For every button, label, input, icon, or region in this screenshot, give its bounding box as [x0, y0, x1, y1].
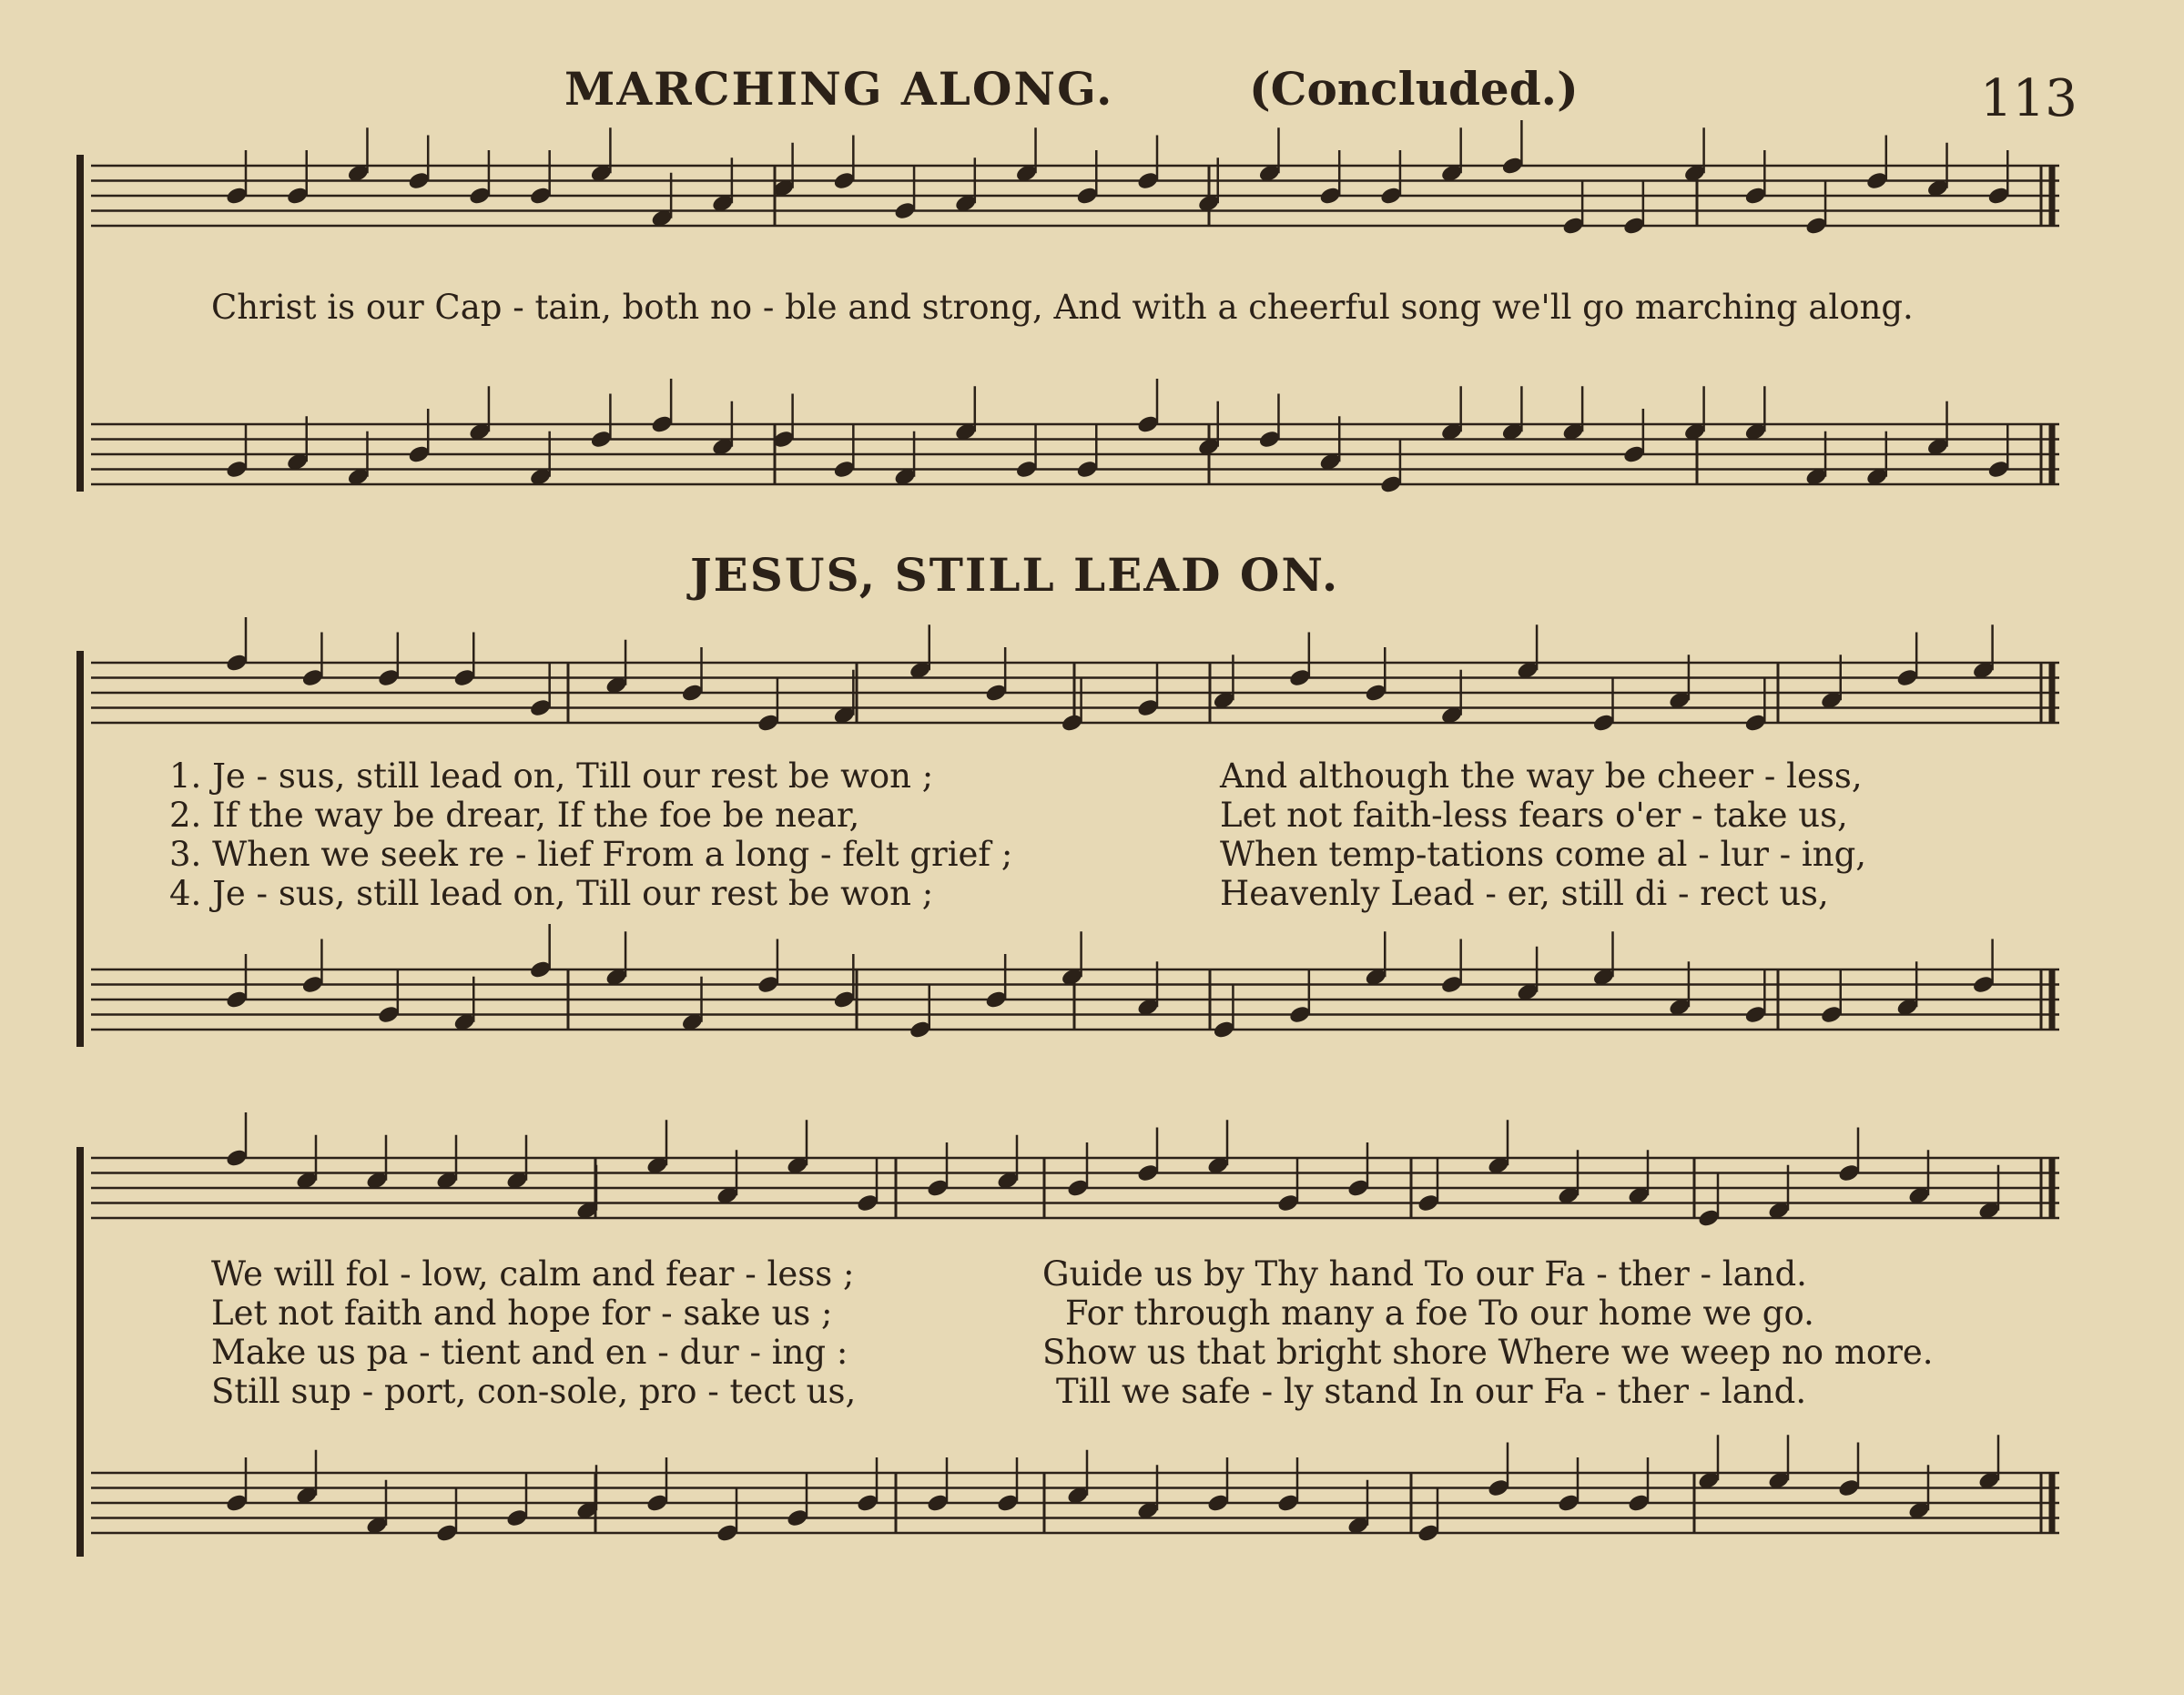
verse-4-part-d: Till we safe - ly stand In our Fa - ther - land. [1056, 1372, 1807, 1411]
song-title-jesus-still-lead-on: JESUS, STILL LEAD ON. [690, 548, 1340, 602]
verse-1-part-d: Guide us by Thy hand To our Fa - ther - land. [1042, 1254, 1807, 1294]
song-title-marching-along: MARCHING ALONG. [564, 62, 1114, 116]
verse-2-part-a: 2. If the way be drear, If the foe be near, [169, 796, 860, 835]
song-subtitle-concluded: (Concluded.) [1249, 62, 1579, 116]
verse-3-part-d: Show us that bright shore Where we weep no more. [1042, 1333, 1934, 1372]
verse-4-part-a: 4. Je - sus, still lead on, Till our rest be won ; [169, 874, 934, 913]
verse-4-part-b: Heavenly Lead - er, still di - rect us, [1220, 874, 1829, 913]
verse-3-part-b: When temp-tations come al - lur - ing, [1220, 835, 1867, 874]
lyric-line-marching-along: Christ is our Cap - tain, both no - ble and strong, And with a cheerful song we'll go marching along. [211, 288, 1914, 327]
verse-1-part-b: And although the way be cheer - less, [1220, 756, 1863, 796]
verse-2-part-c: Let not faith and hope for - sake us ; [211, 1294, 833, 1333]
verse-1-part-c: We will fol - low, calm and fear - less ; [211, 1254, 855, 1294]
verse-4-part-c: Still sup - port, con-sole, pro - tect us, [211, 1372, 857, 1411]
verse-3-part-a: 3. When we seek re - lief From a long - felt grief ; [169, 835, 1013, 874]
verse-2-part-d: For through many a foe To our home we go. [1065, 1294, 1814, 1333]
verse-3-part-c: Make us pa - tient and en - dur - ing : [211, 1333, 848, 1372]
page-number: 113 [1980, 69, 2077, 128]
verse-1-part-a: 1. Je - sus, still lead on, Till our rest be won ; [169, 756, 934, 796]
verse-2-part-b: Let not faith-less fears o'er - take us, [1220, 796, 1848, 835]
